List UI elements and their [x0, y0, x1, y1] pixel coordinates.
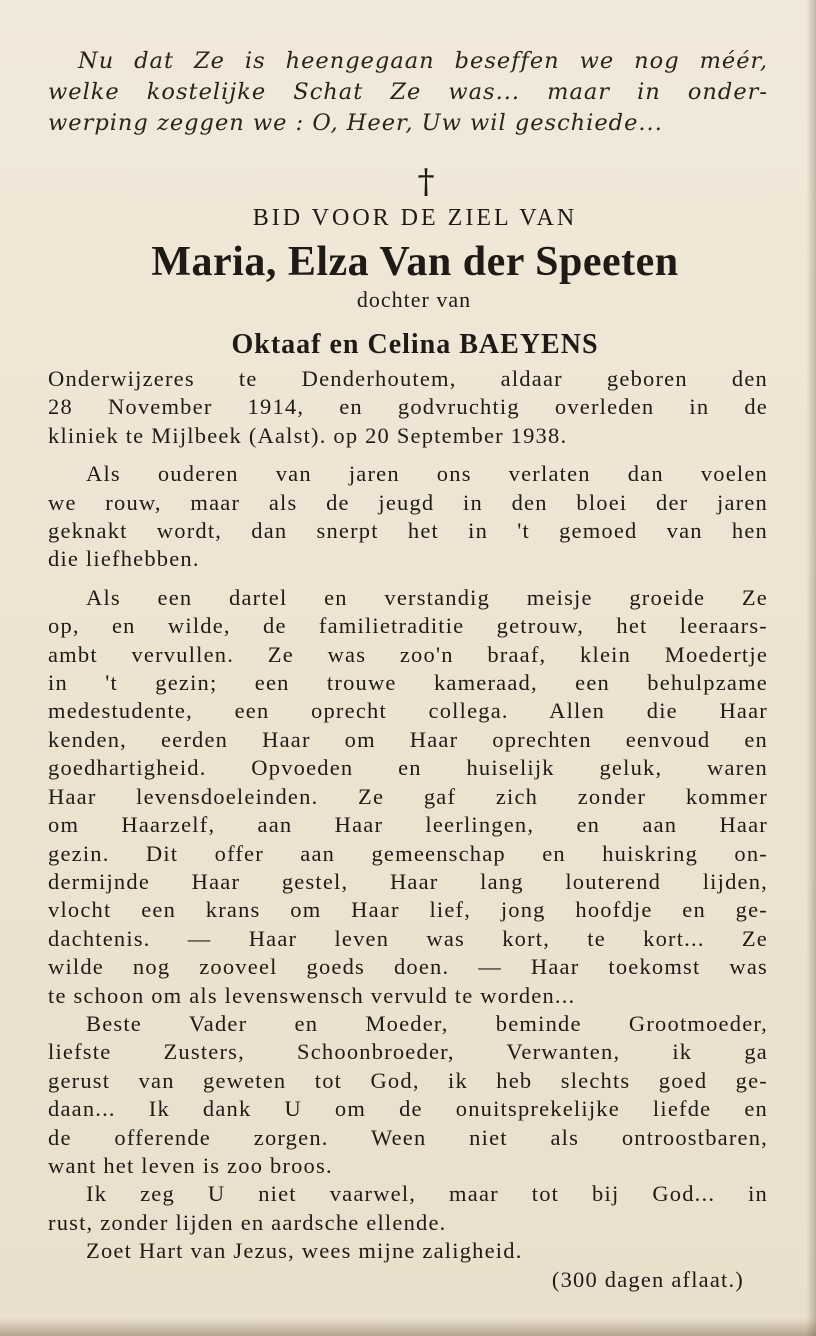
- closing-prayer: [48, 1237, 768, 1294]
- paragraph-line: rust, zonder lijden en aardsche ellende.: [48, 1209, 447, 1235]
- paragraph-life: [48, 584, 768, 1010]
- paragraph-line: gezin. Dit offer aan gemeenschap en huiskring on-: [48, 840, 768, 866]
- indulgence-note: (300 dagen aflaat.): [551, 1266, 744, 1292]
- paragraph-line: Als ouderen van jaren ons verlaten dan voelen: [86, 461, 768, 487]
- prayer-header: BID VOOR DE ZIEL VAN: [252, 205, 578, 231]
- paragraph-line: vlocht een krans om Haar lief, jong hoofdje en ge-: [48, 897, 768, 923]
- paragraph-line: om Haarzelf, aan Haar leerlingen, en aan Haar: [48, 812, 768, 838]
- paragraph-line: Zoet Hart van Jezus, wees mijne zaligheid.: [86, 1238, 523, 1264]
- intro-line: 28 November 1914, en godvruchtig overleden in de: [48, 394, 768, 420]
- paragraph-line: te schoon om als levenswensch vervuld te worden...: [48, 982, 576, 1008]
- paragraph-line: Beste Vader en Moeder, beminde Grootmoeder,: [86, 1010, 768, 1036]
- biographical-intro: [48, 365, 768, 450]
- verse-line: Nu dat Ze is heengegaan beseffen we nog méér,: [78, 48, 768, 74]
- paragraph-line: die liefhebben.: [48, 546, 200, 572]
- cross-icon: †: [417, 162, 435, 202]
- card-edge-shadow-bottom: [0, 1318, 816, 1336]
- paragraph-line: liefste Zusters, Schoonbroeder, Verwanten, ik ga: [48, 1039, 768, 1065]
- paragraph-line: gerust van geweten tot God, ik heb slechts goed ge-: [48, 1067, 768, 1093]
- paragraph-line: geknakt wordt, dan snerpt het in 't gemoed van hen: [48, 518, 768, 544]
- paragraph-line: medestudente, een oprecht collega. Allen die Haar: [48, 698, 768, 724]
- paragraph-line: ambt vervullen. Ze was zoo'n braaf, klein Moedertje: [48, 641, 768, 667]
- paragraph-line: de offerende zorgen. Ween niet als ontroostbaren,: [48, 1124, 768, 1150]
- paragraph-line: op, en wilde, de familietraditie getrouw, het leeraars-: [48, 613, 768, 639]
- paragraph-line: daan... Ik dank U om de onuitsprekelijke liefde en: [48, 1096, 768, 1122]
- verse-line: werping zeggen we : O, Heer, Uw wil geschiede...: [48, 110, 663, 136]
- parents-names: Oktaaf en Celina BAEYENS: [231, 329, 599, 360]
- paragraph-farewell: [48, 1010, 768, 1180]
- daughter-of-label: dochter van: [356, 287, 472, 312]
- paragraph-line: dachtenis. — Haar leven was kort, te kort... Ze: [48, 925, 768, 951]
- deceased-name: Maria, Elza Van der Speeten: [151, 239, 679, 285]
- paragraph-line: dermijnde Haar gestel, Haar lang louterend lijden,: [48, 868, 768, 894]
- card-edge-shadow-right: [806, 0, 816, 1336]
- paragraph-line: in 't gezin; een trouwe kameraad, een behulpzame: [48, 670, 768, 696]
- paragraph-line: goedhartigheid. Opvoeden en huiselijk geluk, waren: [48, 755, 768, 781]
- intro-line: kliniek te Mijlbeek (Aalst). op 20 September 1938.: [48, 422, 568, 448]
- paragraph-line: wilde nog zooveel goeds doen. — Haar toekomst was: [48, 954, 768, 980]
- paragraph-grief: [48, 460, 768, 574]
- intro-line: Onderwijzeres te Denderhoutem, aldaar geboren den: [48, 366, 768, 391]
- paragraph-line: kenden, eerden Haar om Haar oprechten eenvoud en: [48, 726, 768, 752]
- paragraph-line: we rouw, maar als de jeugd in den bloei der jaren: [48, 489, 768, 515]
- paragraph-line: Haar levensdoeleinden. Ze gaf zich zonder kommer: [48, 783, 768, 809]
- paragraph-line: Ik zeg U niet vaarwel, maar tot bij God... in: [86, 1181, 768, 1207]
- opening-verse: [48, 46, 768, 139]
- card-content: [48, 46, 768, 1294]
- verse-line: welke kostelijke Schat Ze was... maar in onder-: [48, 79, 768, 105]
- paragraph-line: Als een dartel en verstandig meisje groeide Ze: [86, 584, 768, 610]
- paragraph-line: want het leven is zoo broos.: [48, 1152, 333, 1178]
- paragraph-goodbye: [48, 1180, 768, 1237]
